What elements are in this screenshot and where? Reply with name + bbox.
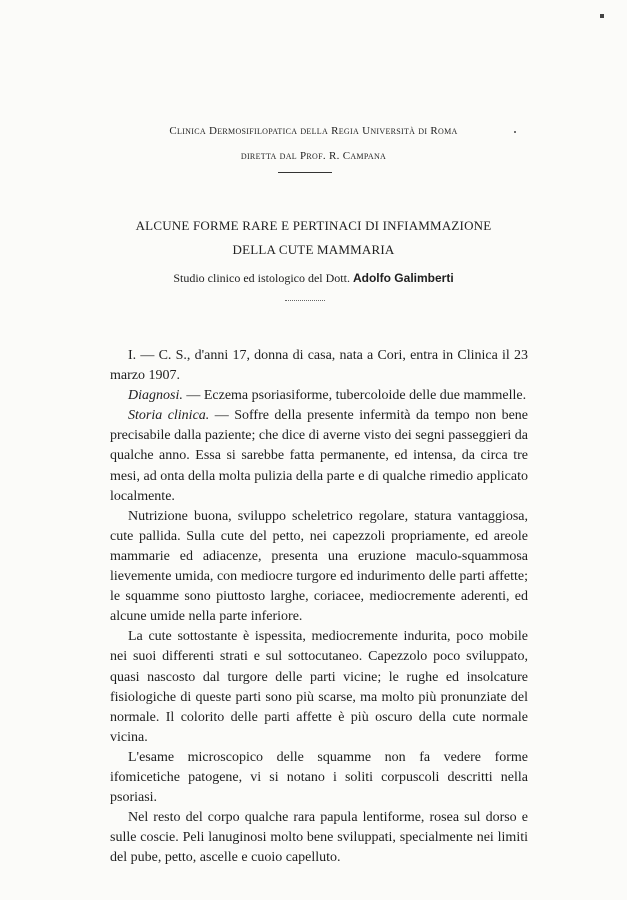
header-divider bbox=[278, 172, 332, 173]
clinical-history-text: — Soffre della presente infermità da tempo non bene precisabile dalla paziente; che dice di averne visto dei segni passeggieri da qualche anno. Essa si sarebbe fatta permanente, ed intensa, da circa tre mesi, ad onta della molta pulizia della parte e di qualche rimedio applicato localmente. bbox=[110, 408, 529, 504]
article-title-line-1: ALCUNE FORME RARE E PERTINACI DI INFIAMMAZIONE bbox=[135, 218, 492, 233]
clinical-history-label: Storia clinica. bbox=[128, 408, 210, 424]
article-body bbox=[110, 346, 528, 868]
paragraph-clinical-history bbox=[110, 406, 528, 506]
paragraph-skin: La cute sottostante è ispessita, mediocremente indurita, poco mobile nei suoi differenti strati e sul sottocutaneo. Capezzolo poco sviluppato, quasi nascosto dal turgore delle parti vicine; le rughe ed insolcature fisiologiche di queste parti sono più scarse, ma molto più pronunziate del normale. Il colorito delle parti affette è più oscuro della cute normale vicina. bbox=[110, 629, 528, 745]
scan-mark bbox=[600, 14, 604, 18]
diagnosis-text: — Eczema psoriasiforme, tubercoloide delle due mammelle. bbox=[182, 388, 527, 404]
title-divider bbox=[285, 300, 325, 301]
paragraph-case-intro: I. — C. S., d'anni 17, donna di casa, nata a Cori, entra in Clinica il 23 marzo 1907. bbox=[110, 348, 528, 384]
study-byline bbox=[0, 271, 627, 286]
paragraph-body-rest: Nel resto del corpo qualche rara papula lentiforme, rosea sul dorso e sulle coscie. Peli lanuginosi molto bene sviluppati, specialmente nei limiti del pube, petto, ascelle e cuoio capelluto. bbox=[110, 810, 528, 866]
paragraph-nutrition: Nutrizione buona, sviluppo scheletrico regolare, statura vantaggiosa, cute pallida. Sulla cute del petto, nei capezzoli propriamente, ed areole mammarie ed adiacenze, presenta una eruzione maculo-squammosa lievemente umida, con mediocre turgore ed indurimento delle parti affette; le squamme sono piuttosto larghe, coriacee, mediocremente aderenti, ed alcune umide nella parte inferiore. bbox=[110, 508, 528, 625]
author-name: Adolfo Galimberti bbox=[352, 271, 454, 285]
paragraph-diagnosis bbox=[110, 386, 528, 406]
director-header: diretta dal Prof. R. Campana bbox=[240, 150, 387, 162]
article-title-line-2: DELLA CUTE MAMMARIA bbox=[232, 242, 395, 257]
paragraph-microscopy: L'esame microscopico delle squamme non fa vedere forme ifomicetiche patogene, vi si notano i soliti corpuscoli descritti nella psoriasi. bbox=[110, 749, 528, 806]
study-prefix: Studio clinico ed istologico del Dott. bbox=[173, 271, 350, 285]
diagnosis-label: Diagnosi. bbox=[128, 388, 183, 404]
institution-header: Clinica Dermosifilopatica della Regia Università di Roma bbox=[169, 125, 458, 137]
